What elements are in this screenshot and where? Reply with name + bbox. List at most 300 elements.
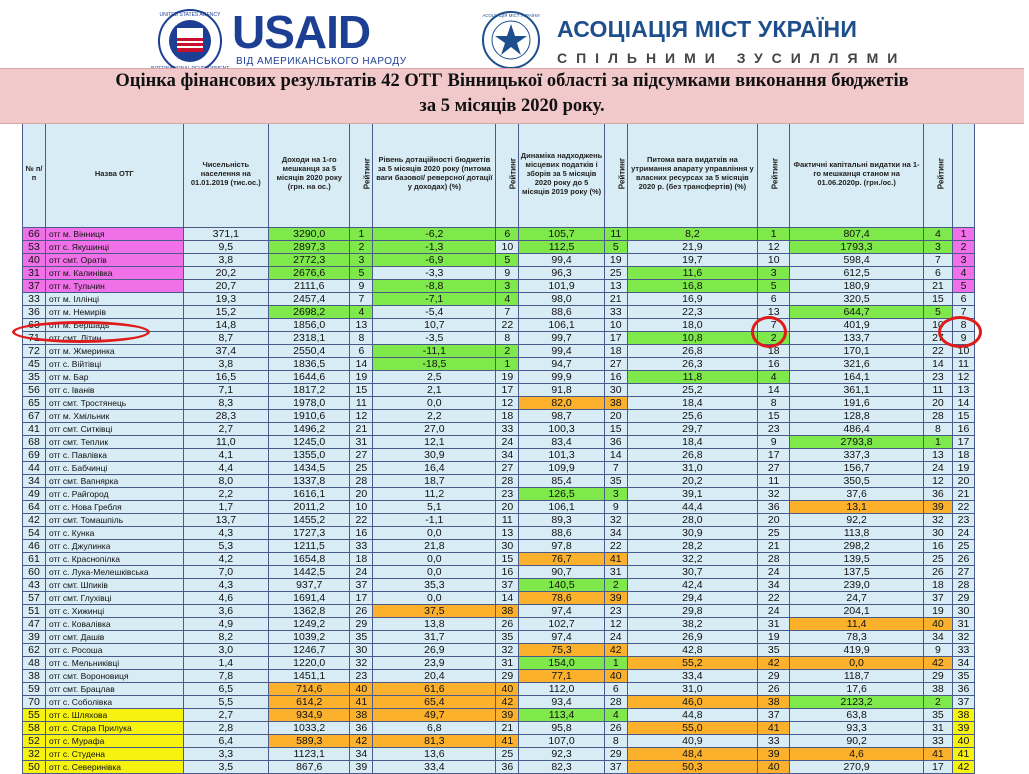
- cell-pop: 19,3: [183, 293, 269, 306]
- cell-r2: 35: [496, 631, 519, 644]
- cell-cap: 1793,3: [790, 241, 923, 254]
- cell-r1: 42: [350, 735, 373, 748]
- cell-r4: 14: [758, 384, 790, 397]
- cell-name: отг смт. Вороновиця: [45, 670, 183, 683]
- cell-adm: 44,8: [627, 709, 757, 722]
- cell-tot: 1: [953, 228, 975, 241]
- cell-inc: 2676,6: [269, 267, 350, 280]
- cell-inc: 2457,4: [269, 293, 350, 306]
- cell-cap: 128,8: [790, 410, 923, 423]
- cell-adm: 21,9: [627, 241, 757, 254]
- cell-n: 55: [23, 709, 46, 722]
- cell-tot: 38: [953, 709, 975, 722]
- cell-tot: 33: [953, 644, 975, 657]
- cell-sub: -5,4: [373, 306, 496, 319]
- cell-dyn: 107,0: [519, 735, 605, 748]
- cell-tot: 12: [953, 371, 975, 384]
- cell-r3: 1: [604, 657, 627, 670]
- cell-r3: 15: [604, 423, 627, 436]
- cell-r2: 8: [496, 332, 519, 345]
- cell-n: 35: [23, 371, 46, 384]
- cell-adm: 31,0: [627, 462, 757, 475]
- cell-r2: 10: [496, 241, 519, 254]
- cell-inc: 1727,3: [269, 527, 350, 540]
- amu-seal-icon: [473, 10, 549, 70]
- cell-r3: 39: [604, 592, 627, 605]
- cell-name: отг смт. Томашпіль: [45, 514, 183, 527]
- cell-name: отг с. Нова Гребля: [45, 501, 183, 514]
- cell-name: отг с. Стара Прилука: [45, 722, 183, 735]
- cell-adm: 16,8: [627, 280, 757, 293]
- column-header: [496, 119, 519, 228]
- table-row: [23, 228, 975, 241]
- cell-pop: 371,1: [183, 228, 269, 241]
- cell-pop: 3,8: [183, 254, 269, 267]
- cell-inc: 614,2: [269, 696, 350, 709]
- cell-r5: 24: [923, 462, 952, 475]
- cell-inc: 1644,6: [269, 371, 350, 384]
- cell-cap: 204,1: [790, 605, 923, 618]
- cell-cap: 807,4: [790, 228, 923, 241]
- cell-pop: 4,9: [183, 618, 269, 631]
- cell-r2: 32: [496, 644, 519, 657]
- table-row: [23, 306, 975, 319]
- cell-r2: 11: [496, 514, 519, 527]
- table-row: [23, 319, 975, 332]
- cell-cap: 644,7: [790, 306, 923, 319]
- cell-r5: 10: [923, 319, 952, 332]
- cell-cap: 78,3: [790, 631, 923, 644]
- table-row: [23, 566, 975, 579]
- cell-inc: 1337,8: [269, 475, 350, 488]
- table-row: [23, 332, 975, 345]
- cell-r1: 20: [350, 488, 373, 501]
- table-row: [23, 254, 975, 267]
- cell-sub: 0,0: [373, 527, 496, 540]
- cell-inc: 937,7: [269, 579, 350, 592]
- cell-r1: 13: [350, 319, 373, 332]
- cell-name: отг м. Вінниця: [45, 228, 183, 241]
- cell-r1: 8: [350, 332, 373, 345]
- cell-r3: 29: [604, 748, 627, 761]
- column-header: Доходи на 1-го мешканця за 5 місяців 2020 року (грн. на ос.): [269, 119, 350, 228]
- cell-inc: 1220,0: [269, 657, 350, 670]
- cell-r5: 35: [923, 709, 952, 722]
- cell-cap: 13,1: [790, 501, 923, 514]
- table-row: [23, 657, 975, 670]
- cell-tot: 37: [953, 696, 975, 709]
- cell-n: 49: [23, 488, 46, 501]
- cell-cap: 401,9: [790, 319, 923, 332]
- cell-r4: 26: [758, 683, 790, 696]
- cell-name: отг с. Якушинці: [45, 241, 183, 254]
- cell-name: отг смт. Літин: [45, 332, 183, 345]
- cell-r1: 36: [350, 722, 373, 735]
- cell-pop: 8,3: [183, 397, 269, 410]
- cell-inc: 1451,1: [269, 670, 350, 683]
- cell-n: 70: [23, 696, 46, 709]
- cell-r1: 29: [350, 618, 373, 631]
- column-header-label: Рейтинг: [617, 157, 627, 189]
- cell-r3: 21: [604, 293, 627, 306]
- cell-pop: 15,2: [183, 306, 269, 319]
- cell-tot: 20: [953, 475, 975, 488]
- cell-name: отг м. Бершадь: [45, 319, 183, 332]
- cell-n: 64: [23, 501, 46, 514]
- cell-r4: 36: [758, 501, 790, 514]
- cell-cap: 156,7: [790, 462, 923, 475]
- cell-name: отг с. Северинівка: [45, 761, 183, 774]
- cell-r3: 34: [604, 527, 627, 540]
- cell-r2: 30: [496, 540, 519, 553]
- cell-r4: 38: [758, 696, 790, 709]
- cell-sub: 0,0: [373, 397, 496, 410]
- cell-tot: 24: [953, 527, 975, 540]
- cell-name: отг с. Мурафа: [45, 735, 183, 748]
- right-margin: [975, 118, 1024, 768]
- cell-name: отг смт. Тростянець: [45, 397, 183, 410]
- cell-r3: 13: [604, 280, 627, 293]
- cell-pop: 14,8: [183, 319, 269, 332]
- cell-dyn: 154,0: [519, 657, 605, 670]
- cell-sub: 20,4: [373, 670, 496, 683]
- cell-r5: 39: [923, 501, 952, 514]
- cell-pop: 3,8: [183, 358, 269, 371]
- cell-name: отг м. Хмільник: [45, 410, 183, 423]
- cell-tot: 3: [953, 254, 975, 267]
- cell-r5: 40: [923, 618, 952, 631]
- table-row: [23, 618, 975, 631]
- column-header: [923, 119, 952, 228]
- cell-sub: 26,9: [373, 644, 496, 657]
- column-header: [953, 119, 975, 228]
- cell-n: 69: [23, 449, 46, 462]
- cell-inc: 3290,0: [269, 228, 350, 241]
- cell-inc: 1246,7: [269, 644, 350, 657]
- cell-name: отг с. Павлівка: [45, 449, 183, 462]
- cell-cap: 298,2: [790, 540, 923, 553]
- cell-sub: 2,2: [373, 410, 496, 423]
- cell-sub: 12,1: [373, 436, 496, 449]
- cell-cap: 598,4: [790, 254, 923, 267]
- cell-r3: 24: [604, 631, 627, 644]
- cell-n: 68: [23, 436, 46, 449]
- cell-pop: 4,2: [183, 553, 269, 566]
- cell-pop: 3,6: [183, 605, 269, 618]
- cell-r1: 1: [350, 228, 373, 241]
- cell-r5: 19: [923, 605, 952, 618]
- cell-r5: 20: [923, 397, 952, 410]
- cell-adm: 48,4: [627, 748, 757, 761]
- cell-n: 33: [23, 293, 46, 306]
- cell-inc: 1910,6: [269, 410, 350, 423]
- cell-r3: 36: [604, 436, 627, 449]
- cell-r3: 16: [604, 371, 627, 384]
- cell-r5: 3: [923, 241, 952, 254]
- cell-cap: 321,6: [790, 358, 923, 371]
- cell-r5: 30: [923, 527, 952, 540]
- cell-adm: 28,0: [627, 514, 757, 527]
- cell-r1: 39: [350, 761, 373, 774]
- cell-r3: 3: [604, 488, 627, 501]
- cell-pop: 4,3: [183, 579, 269, 592]
- cell-adm: 11,8: [627, 371, 757, 384]
- column-header: [758, 119, 790, 228]
- cell-adm: 29,4: [627, 592, 757, 605]
- cell-r4: 25: [758, 527, 790, 540]
- cell-name: отг с. Студена: [45, 748, 183, 761]
- slide-title-line-1: Оцінка фінансових результатів 42 ОТГ Вінницької області за підсумками виконання бюджетів: [115, 71, 909, 91]
- cell-r4: 7: [758, 319, 790, 332]
- cell-r5: 21: [923, 280, 952, 293]
- cell-r3: 28: [604, 696, 627, 709]
- cell-pop: 4,1: [183, 449, 269, 462]
- cell-n: 41: [23, 423, 46, 436]
- cell-r4: 12: [758, 241, 790, 254]
- cell-adm: 40,9: [627, 735, 757, 748]
- cell-inc: 2111,6: [269, 280, 350, 293]
- cell-inc: 1245,0: [269, 436, 350, 449]
- cell-adm: 19,7: [627, 254, 757, 267]
- cell-r5: 27: [923, 332, 952, 345]
- cell-cap: 118,7: [790, 670, 923, 683]
- cell-r2: 37: [496, 579, 519, 592]
- cell-pop: 28,3: [183, 410, 269, 423]
- column-header: Назва ОТГ: [45, 119, 183, 228]
- table-row: [23, 293, 975, 306]
- cell-r4: 2: [758, 332, 790, 345]
- column-header: № п/п: [23, 119, 46, 228]
- cell-r5: 5: [923, 306, 952, 319]
- cell-dyn: 109,9: [519, 462, 605, 475]
- cell-sub: 33,4: [373, 761, 496, 774]
- cell-r3: 35: [604, 475, 627, 488]
- cell-inc: 589,3: [269, 735, 350, 748]
- cell-sub: -6,2: [373, 228, 496, 241]
- cell-name: отг м. Бар: [45, 371, 183, 384]
- svg-text:UNITED STATES AGENCY: UNITED STATES AGENCY: [159, 12, 221, 18]
- cell-r2: 36: [496, 761, 519, 774]
- cell-dyn: 93,4: [519, 696, 605, 709]
- cell-dyn: 106,1: [519, 319, 605, 332]
- cell-dyn: 76,7: [519, 553, 605, 566]
- cell-r2: 27: [496, 462, 519, 475]
- cell-r1: 30: [350, 644, 373, 657]
- cell-r3: 32: [604, 514, 627, 527]
- ratings-table-container: [22, 118, 975, 773]
- cell-inc: 1355,0: [269, 449, 350, 462]
- cell-cap: 2123,2: [790, 696, 923, 709]
- column-header: Динаміка надходжень місцевих податків і зборів за 5 місяців 2020 року до 5 місяців 2019 року (%): [519, 119, 605, 228]
- cell-name: отг смт. Глухівці: [45, 592, 183, 605]
- cell-cap: 137,5: [790, 566, 923, 579]
- cell-n: 72: [23, 345, 46, 358]
- cell-inc: 1362,8: [269, 605, 350, 618]
- cell-tot: 16: [953, 423, 975, 436]
- cell-adm: 44,4: [627, 501, 757, 514]
- cell-r1: 14: [350, 358, 373, 371]
- cell-r3: 41: [604, 553, 627, 566]
- cell-pop: 11,0: [183, 436, 269, 449]
- cell-cap: 270,9: [790, 761, 923, 774]
- cell-name: отг смт. Вапнярка: [45, 475, 183, 488]
- cell-pop: 8,0: [183, 475, 269, 488]
- cell-r2: 42: [496, 696, 519, 709]
- cell-r4: 29: [758, 670, 790, 683]
- cell-pop: 2,7: [183, 709, 269, 722]
- cell-sub: 31,7: [373, 631, 496, 644]
- cell-tot: 7: [953, 306, 975, 319]
- cell-sub: -6,9: [373, 254, 496, 267]
- cell-r3: 23: [604, 605, 627, 618]
- table-row: [23, 501, 975, 514]
- cell-r4: 19: [758, 631, 790, 644]
- cell-sub: 2,5: [373, 371, 496, 384]
- cell-cap: 63,8: [790, 709, 923, 722]
- cell-r4: 8: [758, 397, 790, 410]
- cell-r1: 21: [350, 423, 373, 436]
- cell-dyn: 85,4: [519, 475, 605, 488]
- cell-r4: 21: [758, 540, 790, 553]
- cell-name: отг смт. Шпиків: [45, 579, 183, 592]
- cell-pop: 1,4: [183, 657, 269, 670]
- usaid-logo-text: USAID: [232, 6, 371, 58]
- cell-name: отг смт. Ситківці: [45, 423, 183, 436]
- cell-r4: 4: [758, 371, 790, 384]
- cell-r3: 25: [604, 267, 627, 280]
- cell-r2: 5: [496, 254, 519, 267]
- cell-tot: 32: [953, 631, 975, 644]
- cell-r3: 38: [604, 397, 627, 410]
- cell-pop: 3,3: [183, 748, 269, 761]
- cell-name: отг м. Іллінці: [45, 293, 183, 306]
- cell-adm: 26,8: [627, 345, 757, 358]
- column-header: Питома вага видатків на утримання апарату управління у власних ресурсах за 5 місяців 2020 р. (без трансфертів) (%): [627, 119, 757, 228]
- table-row: [23, 384, 975, 397]
- cell-r3: 40: [604, 670, 627, 683]
- cell-sub: 27,0: [373, 423, 496, 436]
- cell-r1: 12: [350, 410, 373, 423]
- cell-sub: 0,0: [373, 553, 496, 566]
- cell-sub: 13,6: [373, 748, 496, 761]
- cell-r4: 34: [758, 579, 790, 592]
- cell-name: отг м. Немирів: [45, 306, 183, 319]
- cell-r4: 3: [758, 267, 790, 280]
- cell-dyn: 75,3: [519, 644, 605, 657]
- cell-pop: 2,7: [183, 423, 269, 436]
- cell-adm: 39,1: [627, 488, 757, 501]
- cell-tot: 5: [953, 280, 975, 293]
- cell-n: 60: [23, 566, 46, 579]
- column-header-label: Рейтинг: [770, 157, 780, 189]
- cell-pop: 7,8: [183, 670, 269, 683]
- cell-r3: 10: [604, 319, 627, 332]
- cell-tot: 23: [953, 514, 975, 527]
- cell-r5: 25: [923, 553, 952, 566]
- cell-adm: 18,4: [627, 436, 757, 449]
- cell-pop: 1,7: [183, 501, 269, 514]
- cell-tot: 35: [953, 670, 975, 683]
- cell-sub: 0,0: [373, 566, 496, 579]
- cell-r3: 12: [604, 618, 627, 631]
- cell-cap: 133,7: [790, 332, 923, 345]
- cell-adm: 30,7: [627, 566, 757, 579]
- cell-inc: 1249,2: [269, 618, 350, 631]
- cell-tot: 17: [953, 436, 975, 449]
- cell-adm: 26,9: [627, 631, 757, 644]
- cell-adm: 20,2: [627, 475, 757, 488]
- cell-pop: 7,0: [183, 566, 269, 579]
- cell-r2: 20: [496, 501, 519, 514]
- cell-dyn: 99,4: [519, 254, 605, 267]
- cell-adm: 25,6: [627, 410, 757, 423]
- cell-adm: 55,2: [627, 657, 757, 670]
- table-row: [23, 371, 975, 384]
- cell-tot: 30: [953, 605, 975, 618]
- cell-r2: 33: [496, 423, 519, 436]
- cell-n: 66: [23, 228, 46, 241]
- cell-pop: 5,5: [183, 696, 269, 709]
- cell-adm: 11,6: [627, 267, 757, 280]
- cell-name: отг с. Іванів: [45, 384, 183, 397]
- cell-r2: 9: [496, 267, 519, 280]
- cell-r3: 42: [604, 644, 627, 657]
- cell-dyn: 98,0: [519, 293, 605, 306]
- cell-dyn: 97,4: [519, 605, 605, 618]
- logo-banner: [0, 0, 1024, 70]
- cell-cap: 486,4: [790, 423, 923, 436]
- cell-name: отг с. Ковалівка: [45, 618, 183, 631]
- cell-r4: 16: [758, 358, 790, 371]
- cell-name: отг с. Лука-Мелешківська: [45, 566, 183, 579]
- cell-r4: 6: [758, 293, 790, 306]
- cell-n: 37: [23, 280, 46, 293]
- cell-cap: 612,5: [790, 267, 923, 280]
- cell-r5: 23: [923, 371, 952, 384]
- cell-adm: 55,0: [627, 722, 757, 735]
- cell-r1: 7: [350, 293, 373, 306]
- cell-cap: 337,3: [790, 449, 923, 462]
- cell-sub: 35,3: [373, 579, 496, 592]
- column-header: Фактичні капітальні видатки на 1-го мешканця станом на 01.06.2020р. (грн./ос.): [790, 119, 923, 228]
- cell-dyn: 126,5: [519, 488, 605, 501]
- cell-pop: 13,7: [183, 514, 269, 527]
- cell-r2: 39: [496, 709, 519, 722]
- cell-n: 56: [23, 384, 46, 397]
- cell-r5: 36: [923, 488, 952, 501]
- cell-r1: 25: [350, 462, 373, 475]
- cell-sub: 65,4: [373, 696, 496, 709]
- cell-r5: 33: [923, 735, 952, 748]
- cell-r2: 24: [496, 436, 519, 449]
- cell-name: отг м. Калинівка: [45, 267, 183, 280]
- table-row: [23, 488, 975, 501]
- cell-name: отг с. Джулинка: [45, 540, 183, 553]
- cell-r1: 6: [350, 345, 373, 358]
- cell-r1: 37: [350, 579, 373, 592]
- cell-r1: 34: [350, 748, 373, 761]
- cell-r1: 23: [350, 670, 373, 683]
- cell-cap: 0,0: [790, 657, 923, 670]
- cell-name: отг м. Тульчин: [45, 280, 183, 293]
- table-row: [23, 410, 975, 423]
- cell-n: 36: [23, 306, 46, 319]
- cell-dyn: 99,4: [519, 345, 605, 358]
- cell-r1: 19: [350, 371, 373, 384]
- cell-r5: 13: [923, 449, 952, 462]
- cell-n: 58: [23, 722, 46, 735]
- cell-sub: 23,9: [373, 657, 496, 670]
